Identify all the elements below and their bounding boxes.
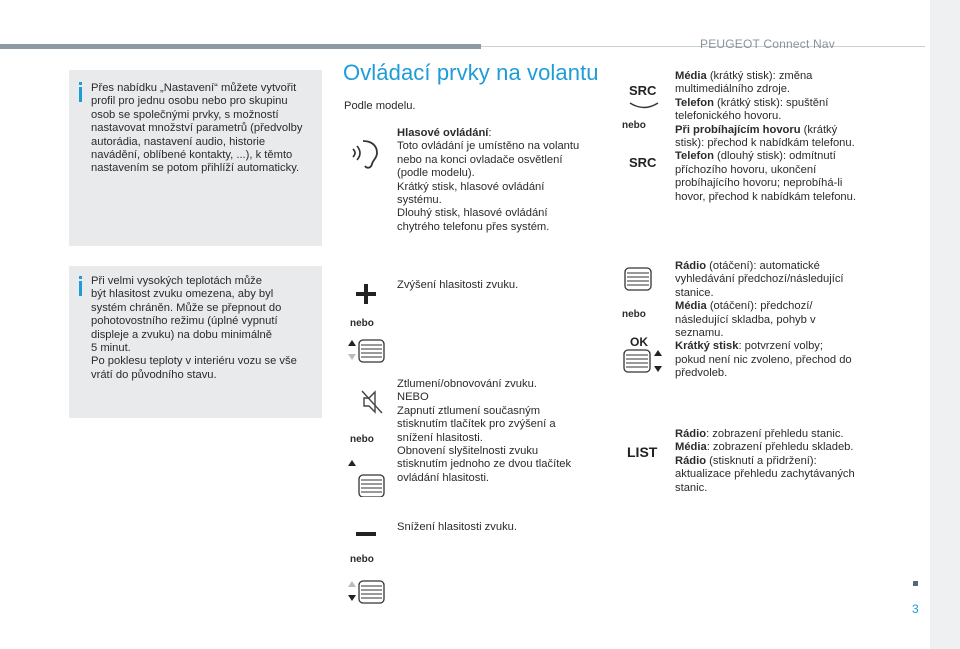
info-box-text: Při velmi vysokých teplotách může být hlasitost zvuku omezena, aby byl systém chráněn. Může se přepnout do pohotovostního režimu (úplné vypnutí displeje a zvuku) na dobu minimálně 5 minut. Po poklesu teploty v interiéru vozu se vše vrátí do původního stavu.	[91, 275, 297, 381]
or-label: nebo	[622, 309, 646, 320]
info-icon-bar	[79, 281, 82, 296]
src-desc-bold: Při probíhajícím hovoru	[675, 123, 801, 136]
or-label: nebo	[622, 120, 646, 131]
src-desc-bold: Telefon	[675, 150, 714, 163]
plus-icon	[356, 284, 376, 309]
list-desc-text: (stisknutí a přidržení): aktualizace přehledu zachytávaných stanic.	[675, 454, 855, 494]
header-brand: PEUGEOT Connect Nav	[700, 37, 835, 51]
side-strip	[930, 0, 960, 649]
wheel-up-icon	[346, 337, 386, 370]
voice-command-desc	[397, 127, 607, 234]
src-desc-bold: Telefon	[675, 96, 714, 109]
volume-down-desc: Snížení hlasitosti zvuku.	[397, 521, 518, 533]
src-desc	[675, 70, 890, 204]
radio-desc-text: (otáčení): automatické vyhledávání předchozí/následující stanice.	[675, 260, 844, 299]
list-desc-bold: Rádio	[675, 428, 707, 440]
section-title: Ovládací prvky na volantu	[343, 60, 599, 85]
mute-icon	[360, 389, 384, 420]
radio-desc-text: : potvrzení volby; pokud není nic zvoleno, přechod do předvoleb.	[675, 340, 852, 380]
voice-command-icon	[349, 135, 383, 176]
volume-up-desc: Zvýšení hlasitosti zvuku.	[397, 279, 519, 291]
wheel-icon	[346, 457, 386, 502]
minus-icon	[356, 525, 376, 543]
list-desc-text: : zobrazení přehledu stanic.	[706, 428, 844, 440]
src-desc-text: (krátký stisk): změna multimediálního zdroje.	[675, 70, 813, 96]
radio-desc-bold: Média	[675, 300, 707, 313]
src-button-icon	[629, 97, 659, 115]
list-desc	[675, 428, 890, 495]
info-box-text: Přes nabídku „Nastavení“ můžete vytvořit profil pro jednu osobu nebo pro skupinu osob se společnými prvky, s možností nastavovat množství parametrů (předvolby autorádia, nastavení audio, historie navádění, oblíbené kontakty, ...), k těmto nastavením se potom přihlíží automaticky.	[91, 82, 303, 175]
info-icon-dot	[79, 276, 82, 279]
src-button-label-alt: SRC	[629, 155, 657, 170]
radio-desc	[675, 260, 890, 381]
info-box-profiles	[69, 70, 322, 246]
top-rule	[0, 44, 481, 49]
ok-wheel-icon	[622, 348, 666, 379]
mute-desc: Ztlumení/obnovování zvuku. NEBO Zapnutí ztlumení současným stisknutím tlačítek pro zvýšení a snížení hlasitosti. Obnovení slyšitelnosti zvuku stisknutím jednoho ze dvou tlačítek ovládání hlasitosti.	[397, 378, 572, 484]
page-marker	[913, 581, 918, 586]
or-label: nebo	[350, 434, 374, 445]
ok-button-label: OK	[630, 335, 648, 349]
src-desc-bold: Média	[675, 70, 707, 82]
radio-desc-bold: Rádio	[675, 260, 707, 272]
list-button-label: LIST	[627, 444, 658, 460]
info-icon-bar	[79, 87, 82, 102]
radio-desc-text: (otáčení): předchozí/ následující skladba, pohyb v seznamu.	[675, 300, 816, 340]
page-number: 3	[912, 602, 919, 616]
section-subtitle: Podle modelu.	[344, 100, 416, 112]
list-desc-bold: Rádio	[675, 454, 707, 467]
voice-command-text: : Toto ovládání je umístěno na volantu nebo na konci ovladače osvětlení (podle modelu). Krátký stisk, hlasové ovládání systému. Dlouhý stisk, hlasové ovládání chytrého telefonu přes systém.	[397, 127, 580, 233]
list-desc-text: : zobrazení přehledu skladeb.	[706, 441, 854, 454]
wheel-icon	[623, 266, 653, 297]
src-desc-text: (krátký stisk): spuštění telefonického hovoru.	[675, 96, 829, 123]
src-desc-text: (dlouhý stisk): odmítnutí příchozího hovoru, ukončení probíhajícího hovoru; neprobíhá-li hovor, přechod k nabídkám telefonu.	[675, 150, 856, 203]
src-desc-text: (krátký stisk): přechod k nabídkám telefonu.	[675, 123, 855, 150]
or-label: nebo	[350, 318, 374, 329]
radio-desc-bold: Krátký stisk	[675, 340, 739, 353]
list-desc-bold: Média	[675, 441, 707, 454]
voice-command-title: Hlasové ovládání	[397, 127, 489, 139]
wheel-down-icon	[346, 578, 386, 611]
info-box-temperature	[69, 266, 322, 418]
or-label: nebo	[350, 554, 374, 565]
src-button-label: SRC	[629, 83, 657, 98]
info-icon-dot	[79, 82, 82, 85]
